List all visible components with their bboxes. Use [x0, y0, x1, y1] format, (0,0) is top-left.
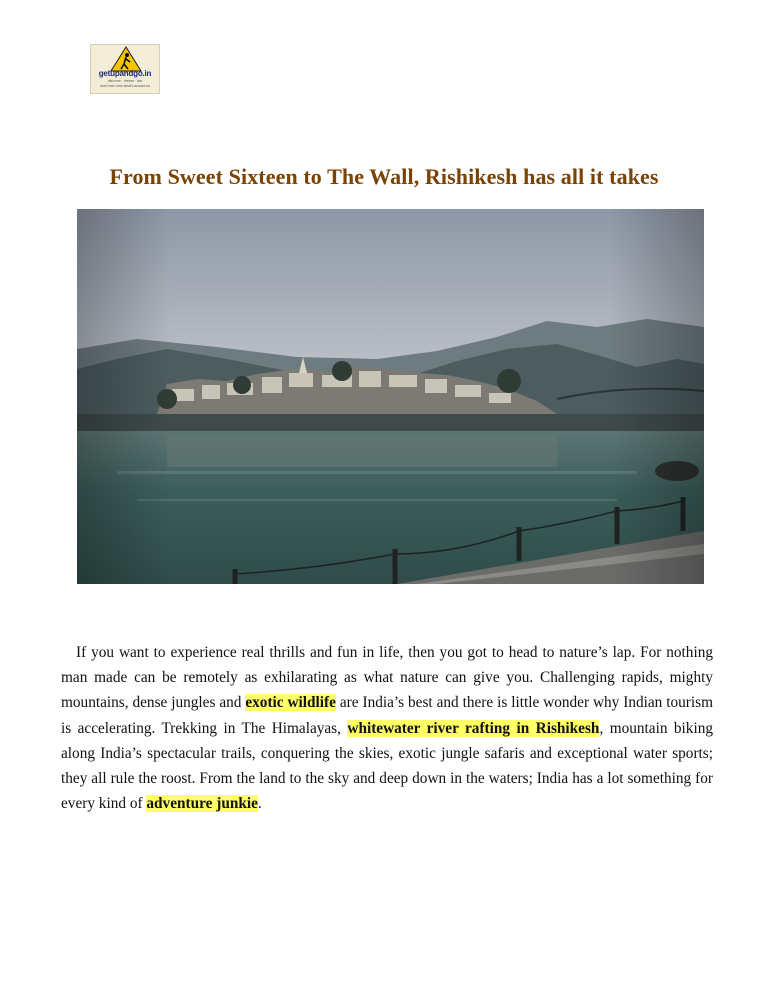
logo-tagline-2: don't ever lose what's around us [100, 84, 150, 88]
article-text-4: . [257, 795, 262, 813]
page-title: From Sweet Sixteen to The Wall, Rishikesh has all it takes [109, 164, 659, 189]
river-rafting-link[interactable]: whitewater river rafting in Rishikesh [347, 719, 600, 737]
article-paragraph [61, 640, 713, 816]
article-text-3: , mountain biking along India’s spectacular trails, conquering the skies, exotic jungle safaris and exceptional water sports; they all rule the roost. From the land to the sky and deep down in the waters; India has a lot something for every kind of [61, 719, 713, 813]
rishikesh-photo [77, 209, 704, 584]
logo-tagline-1: discover · dream · live [107, 79, 143, 83]
adventure-junkie-link[interactable]: adventure junkie [146, 795, 258, 813]
logo-tagline [91, 79, 159, 89]
article-text-1: If you want to experience real thrills and fun in life, then you got to head to nature’s lap. For nothing man made can be remotely as exhilarating as what nature can give you. Challenging rapids, mighty mountains, dense jungles and [61, 644, 713, 712]
article-text-2: are India’s best and there is little wonder why Indian tourism is accelerating. Trekking in The Himalayas, [61, 694, 713, 737]
landscape-image [77, 209, 704, 584]
article-body [61, 640, 713, 816]
exotic-wildlife-link[interactable]: exotic wildlife [245, 694, 336, 712]
site-logo[interactable] [90, 44, 160, 94]
logo-name: getupandgo.in [98, 69, 152, 78]
